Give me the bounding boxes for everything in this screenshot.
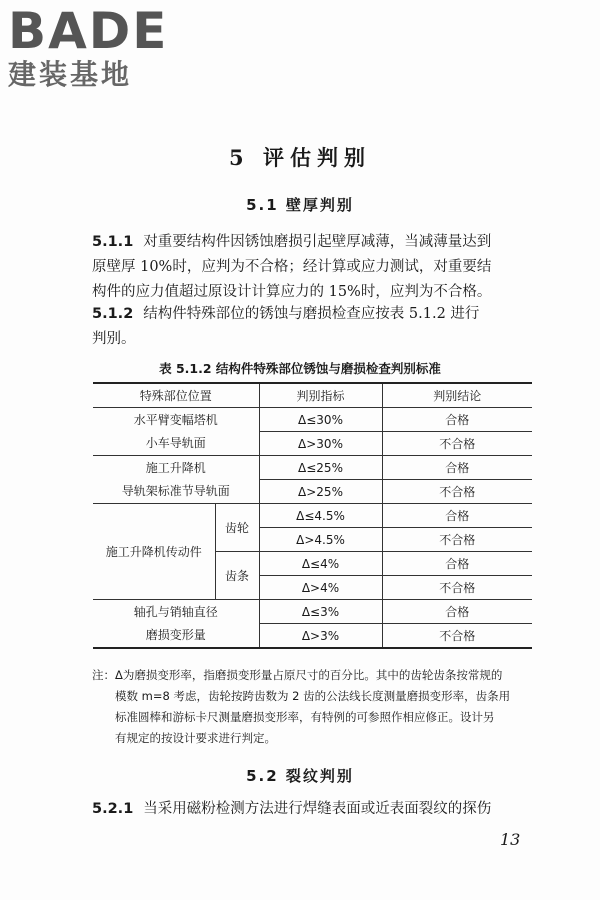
paragraph-line: 原壁厚 10%时，应判为不合格；经计算或应力测试，对重要结 bbox=[92, 259, 492, 275]
sub-part-cell: 齿轮 bbox=[215, 504, 259, 552]
indicator-cell: Δ≤3% bbox=[259, 600, 382, 624]
table-header-row bbox=[93, 383, 532, 408]
note-line: 模数 m=8 考虑，齿轮按跨齿数为 2 齿的公法线长度测量磨损变形率，齿条用 bbox=[115, 689, 511, 703]
section-title-5-1: 5.1 壁厚判别 bbox=[246, 196, 354, 214]
indicator-cell: Δ>3% bbox=[259, 624, 382, 649]
watermark-logo bbox=[8, 2, 169, 92]
part-line: 水平臂变幅塔机 bbox=[133, 412, 218, 427]
logo-text-bottom: 建装基地 bbox=[8, 58, 133, 91]
indicator-cell: Δ≤30% bbox=[259, 408, 382, 432]
logo-text-top: BADE bbox=[8, 2, 169, 60]
part-line: 磨损变形量 bbox=[145, 627, 206, 642]
result-cell: 合格 bbox=[382, 552, 532, 576]
result-cell: 不合格 bbox=[382, 528, 532, 552]
result-cell: 合格 bbox=[382, 504, 532, 528]
header-indicator: 判别指标 bbox=[259, 383, 382, 408]
table-title: 表 5.1.2 结构件特殊部位锈蚀与磨损检查判别标准 bbox=[159, 361, 441, 376]
table-row bbox=[93, 504, 532, 528]
part-line: 小车导轨面 bbox=[145, 435, 206, 450]
part-line: 施工升降机 bbox=[145, 460, 206, 475]
part-cell bbox=[93, 600, 259, 649]
part-line: 轴孔与销轴直径 bbox=[133, 604, 218, 619]
clause-number: 5.2.1 bbox=[92, 801, 134, 817]
sub-part-cell: 齿条 bbox=[215, 552, 259, 600]
result-cell: 不合格 bbox=[382, 432, 532, 456]
table-note bbox=[92, 665, 532, 749]
result-cell: 合格 bbox=[382, 600, 532, 624]
result-cell: 合格 bbox=[382, 456, 532, 480]
part-cell: 施工升降机传动件 bbox=[93, 504, 215, 600]
indicator-cell: Δ≤4.5% bbox=[259, 504, 382, 528]
header-position: 特殊部位位置 bbox=[93, 383, 259, 408]
indicator-cell: Δ>4% bbox=[259, 576, 382, 600]
result-cell: 合格 bbox=[382, 408, 532, 432]
chapter-title: 5 评估判别 bbox=[229, 145, 371, 170]
clause-number: 5.1.1 bbox=[92, 234, 134, 250]
table-row bbox=[93, 456, 532, 480]
part-line: 导轨架标准节导轨面 bbox=[121, 483, 230, 498]
part-cell bbox=[93, 408, 259, 456]
indicator-cell: Δ>30% bbox=[259, 432, 382, 456]
indicator-cell: Δ>4.5% bbox=[259, 528, 382, 552]
table-row bbox=[93, 408, 532, 432]
paragraph-line: 构件的应力值超过原设计计算应力的 15%时，应判为不合格。 bbox=[92, 284, 492, 300]
note-line: 标准圆棒和游标卡尺测量磨损变形率，有特例的可参照作相应修正。设计另 bbox=[115, 710, 495, 724]
result-cell: 不合格 bbox=[382, 480, 532, 504]
paragraph-5-2-1 bbox=[92, 797, 532, 822]
result-cell: 不合格 bbox=[382, 576, 532, 600]
result-cell: 不合格 bbox=[382, 624, 532, 649]
criteria-table bbox=[93, 382, 532, 649]
note-line: 注：Δ为磨损变形率，指磨损变形量占原尺寸的百分比。其中的齿轮齿条按常规的 bbox=[92, 668, 503, 682]
table-row bbox=[93, 600, 532, 624]
part-cell bbox=[93, 456, 259, 504]
paragraph-line: 对重要结构件因锈蚀磨损引起壁厚减薄，当减薄量达到 bbox=[143, 234, 492, 250]
paragraph-5-1-2 bbox=[92, 302, 532, 352]
indicator-cell: Δ≤4% bbox=[259, 552, 382, 576]
indicator-cell: Δ≤25% bbox=[259, 456, 382, 480]
paragraph-line: 结构件特殊部位的锈蚀与磨损检查应按表 5.1.2 进行 bbox=[143, 306, 480, 322]
section-title-5-2: 5.2 裂纹判别 bbox=[246, 767, 354, 785]
paragraph-line: 当采用磁粉检测方法进行焊缝表面或近表面裂纹的探伤 bbox=[143, 801, 492, 817]
header-conclusion: 判别结论 bbox=[382, 383, 532, 408]
indicator-cell: Δ>25% bbox=[259, 480, 382, 504]
note-line: 有规定的按设计要求进行判定。 bbox=[115, 731, 276, 745]
clause-number: 5.1.2 bbox=[92, 306, 134, 322]
paragraph-5-1-1 bbox=[92, 230, 532, 305]
page-number: 13 bbox=[500, 830, 521, 849]
paragraph-line: 判别。 bbox=[92, 331, 136, 347]
